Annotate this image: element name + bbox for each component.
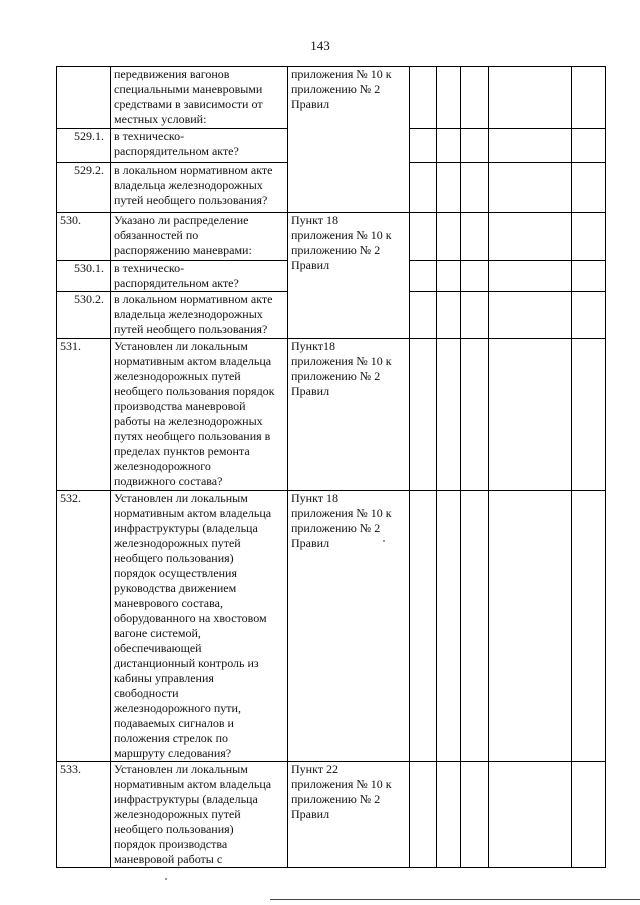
- empty-answer-cell: [410, 213, 437, 261]
- empty-answer-cell: [489, 261, 572, 292]
- item-number: [57, 67, 111, 129]
- item-number: 531.: [57, 339, 111, 491]
- question-text: в техническо- распорядительном акте?: [111, 129, 288, 163]
- empty-answer-cell: [489, 213, 572, 261]
- empty-answer-cell: [489, 762, 572, 868]
- empty-answer-cell: [437, 213, 461, 261]
- empty-answer-cell: [437, 67, 461, 129]
- legal-reference: Пункт18 приложения № 10 к приложению № 2 Правил: [288, 339, 410, 491]
- item-number: 529.1.: [57, 129, 111, 163]
- question-text: Указано ли распределение обязанностей по распоряжению маневрами:: [111, 213, 288, 261]
- question-text: в локальном нормативном акте владельца железнодорожных путей необщего пользования?: [111, 292, 288, 339]
- empty-answer-cell: [461, 491, 489, 762]
- question-text: Установлен ли локальным нормативным актом владельца инфраструктуры (владельца железнодорожных путей необщего пользования) порядок производства маневровой работы с: [111, 762, 288, 868]
- empty-answer-cell: [410, 491, 437, 762]
- table-row: [57, 67, 606, 129]
- empty-answer-cell: [410, 163, 437, 213]
- item-number: 530.: [57, 213, 111, 261]
- item-number: 530.1.: [57, 261, 111, 292]
- empty-answer-cell: [410, 339, 437, 491]
- empty-answer-cell: [572, 292, 606, 339]
- question-text: в локальном нормативном акте владельца железнодорожных путей необщего пользования?: [111, 163, 288, 213]
- empty-answer-cell: [461, 163, 489, 213]
- table-row: [57, 339, 606, 491]
- item-number: 529.2.: [57, 163, 111, 213]
- empty-answer-cell: [437, 762, 461, 868]
- table-row: [57, 213, 606, 261]
- empty-answer-cell: [489, 491, 572, 762]
- empty-answer-cell: [410, 129, 437, 163]
- empty-answer-cell: [461, 762, 489, 868]
- checklist-table: [56, 66, 606, 868]
- question-text: Установлен ли локальным нормативным актом владельца железнодорожных путей необщего пользования порядок производства маневровой работы на железнодорожных путях необщего пользования в пределах пунктов ремонта железнодорожного подвижного состава?: [111, 339, 288, 491]
- scan-speck: [383, 540, 385, 542]
- empty-answer-cell: [410, 292, 437, 339]
- empty-answer-cell: [489, 339, 572, 491]
- empty-answer-cell: [410, 67, 437, 129]
- legal-reference: Пункт 18 приложения № 10 к приложению № 2 Правил: [288, 491, 410, 762]
- legal-reference: Пункт 18 приложения № 10 к приложению № 2 Правил: [288, 213, 410, 339]
- empty-answer-cell: [410, 762, 437, 868]
- empty-answer-cell: [437, 163, 461, 213]
- table-row: [57, 762, 606, 868]
- empty-answer-cell: [461, 339, 489, 491]
- item-number: 533.: [57, 762, 111, 868]
- empty-answer-cell: [437, 129, 461, 163]
- empty-answer-cell: [572, 67, 606, 129]
- question-text: Установлен ли локальным нормативным актом владельца инфраструктуры (владельца железнодорожных путей необщего пользования) порядок осуществления руководства движением маневрового состава, оборудованного на хвостовом вагоне системой, обеспечивающей дистанционный контроль из кабины управления свободности железнодорожного пути, подаваемых сигналов и положения стрелок по маршруту следования?: [111, 491, 288, 762]
- empty-answer-cell: [572, 213, 606, 261]
- empty-answer-cell: [572, 491, 606, 762]
- empty-answer-cell: [437, 292, 461, 339]
- legal-reference: Пункт 22 приложения № 10 к приложению № 2 Правил: [288, 762, 410, 868]
- legal-reference: приложения № 10 к приложению № 2 Правил: [288, 67, 410, 213]
- scan-speck: [165, 878, 167, 880]
- item-number: 532.: [57, 491, 111, 762]
- empty-answer-cell: [489, 292, 572, 339]
- empty-answer-cell: [461, 213, 489, 261]
- empty-answer-cell: [572, 339, 606, 491]
- page-number: 143: [310, 38, 330, 53]
- scan-edge-line: [270, 899, 640, 900]
- question-text: передвижения вагонов специальными маневровыми средствами в зависимости от местных условий:: [111, 67, 288, 129]
- question-text: в техническо- распорядительном акте?: [111, 261, 288, 292]
- empty-answer-cell: [437, 491, 461, 762]
- empty-answer-cell: [489, 67, 572, 129]
- empty-answer-cell: [410, 261, 437, 292]
- empty-answer-cell: [572, 129, 606, 163]
- item-number: 530.2.: [57, 292, 111, 339]
- empty-answer-cell: [572, 762, 606, 868]
- empty-answer-cell: [489, 129, 572, 163]
- empty-answer-cell: [572, 261, 606, 292]
- empty-answer-cell: [572, 163, 606, 213]
- empty-answer-cell: [437, 339, 461, 491]
- table-row: [57, 491, 606, 762]
- empty-answer-cell: [489, 163, 572, 213]
- empty-answer-cell: [461, 261, 489, 292]
- empty-answer-cell: [461, 129, 489, 163]
- empty-answer-cell: [461, 292, 489, 339]
- empty-answer-cell: [461, 67, 489, 129]
- empty-answer-cell: [437, 261, 461, 292]
